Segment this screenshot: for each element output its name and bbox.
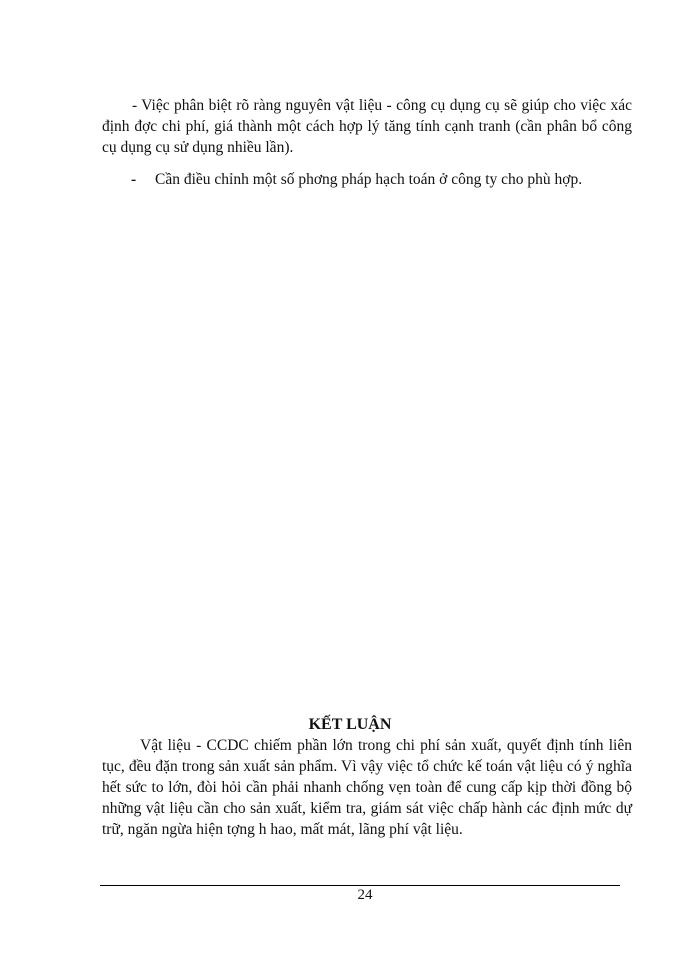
page-number: 24 (357, 887, 373, 903)
conclusion-title: KẾT LUẬN (308, 716, 392, 733)
bullet-marker: - (131, 171, 137, 188)
bullet-text: Cần điều chỉnh một số phơng pháp hạch toán ở công ty cho phù hợp. (155, 171, 583, 188)
conclusion-paragraph: Vật liệu - CCDC chiếm phần lớn trong chi phí sản xuất, quyết định tính liên tục, đều đặn trong sản xuất sản phẩm. Vì vậy việc tổ chức kế toán vật liệu có ý nghĩa hết sức to lớn, đòi hỏi cần phải nhanh chống vẹn toàn để cung cấp kịp thời đồng bộ những vật liệu cần cho sản xuất, kiểm tra, giám sát việc chấp hành các định mức dự trữ, ngăn ngừa hiện tợng h hao, mất mát, lãng phí vật liệu. (102, 737, 632, 838)
paragraph-material-classification: - Việc phân biệt rõ ràng nguyên vật liệu - công cụ dụng cụ sẽ giúp cho việc xác định đợc chi phí, giá thành một cách hợp lý tăng tính cạnh tranh (cần phân bổ công cụ dụng cụ sử dụng nhiều lần). (102, 97, 632, 156)
bullet-item (131, 169, 582, 190)
